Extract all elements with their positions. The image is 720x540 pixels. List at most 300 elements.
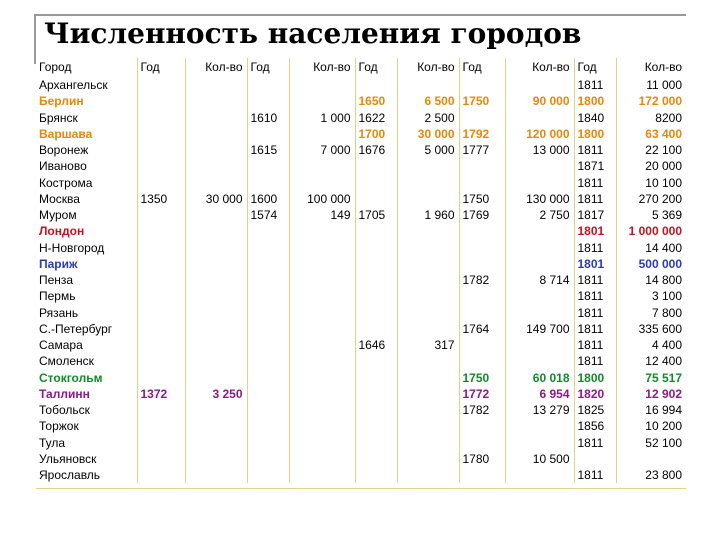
city-name: Стокгольм xyxy=(36,370,137,386)
year-cell: 1700 xyxy=(355,126,397,142)
count-cell: 10 500 xyxy=(505,451,574,467)
table-header-row xyxy=(36,58,686,77)
count-cell xyxy=(397,386,459,402)
count-cell: 90 000 xyxy=(505,93,574,109)
year-cell xyxy=(137,321,185,337)
year-cell xyxy=(137,110,185,126)
count-cell: 270 200 xyxy=(638,191,682,206)
year-cell: 1811 xyxy=(574,288,616,304)
count-cell: 75 517 xyxy=(645,370,682,385)
table-row xyxy=(36,418,686,434)
table-row xyxy=(36,321,686,337)
year-cell: 1811 xyxy=(574,191,616,207)
count-cell xyxy=(397,175,459,191)
year-cell xyxy=(137,418,185,434)
count-cell xyxy=(289,288,355,304)
year-cell xyxy=(247,288,289,304)
year-cell: 1801 xyxy=(574,223,616,239)
count-cell xyxy=(397,418,459,434)
year-cell: 1782 xyxy=(459,272,505,288)
count-cell xyxy=(185,435,247,451)
count-cell: 30 000 xyxy=(185,191,247,207)
year-cell xyxy=(355,435,397,451)
count-cell xyxy=(289,223,355,239)
city-name: Москва xyxy=(36,191,137,207)
year-cell xyxy=(137,337,185,353)
count-cell xyxy=(185,337,247,353)
city-name: Пенза xyxy=(36,272,137,288)
year-cell: 1650 xyxy=(355,93,397,109)
table-row xyxy=(36,402,686,418)
count-cell xyxy=(289,467,355,483)
count-cell xyxy=(289,77,355,93)
city-name: Архангельск xyxy=(36,77,137,93)
count-cell: 5 369 xyxy=(651,208,682,223)
count-cell xyxy=(289,386,355,402)
table-row xyxy=(36,207,686,223)
city-name: Рязань xyxy=(36,305,137,321)
count-cell xyxy=(185,223,247,239)
header-count: Кол-во xyxy=(397,58,459,77)
count-cell: 12 902 xyxy=(645,386,682,401)
count-cell: 23 800 xyxy=(645,468,682,483)
year-cell: 1800 xyxy=(574,370,616,386)
table-row xyxy=(36,126,686,142)
header-year: Год xyxy=(459,58,505,77)
year-cell xyxy=(137,158,185,174)
year-cell xyxy=(459,77,505,93)
count-cell: 149 700 xyxy=(505,321,574,337)
year-cell xyxy=(137,305,185,321)
city-name: Тобольск xyxy=(36,402,137,418)
count-cell: 63 400 xyxy=(645,126,682,141)
count-cell xyxy=(397,353,459,369)
year-cell: 1764 xyxy=(459,321,505,337)
count-cell: 172 000 xyxy=(638,94,682,109)
year-cell xyxy=(459,353,505,369)
year-cell: 1750 xyxy=(459,370,505,386)
city-name: Варшава xyxy=(36,126,137,142)
count-cell xyxy=(505,110,574,126)
table-row xyxy=(36,191,686,207)
header-year: Год xyxy=(355,58,397,77)
year-cell xyxy=(459,305,505,321)
year-cell xyxy=(137,353,185,369)
count-cell: 1 000 xyxy=(289,110,355,126)
count-cell: 100 000 xyxy=(289,191,355,207)
year-cell xyxy=(355,305,397,321)
count-cell xyxy=(397,288,459,304)
year-cell xyxy=(247,272,289,288)
year-cell: 1750 xyxy=(459,191,505,207)
count-cell: 11 000 xyxy=(646,78,682,93)
table-row xyxy=(36,305,686,321)
count-cell xyxy=(397,240,459,256)
count-cell xyxy=(289,256,355,272)
count-cell xyxy=(289,305,355,321)
year-cell xyxy=(355,288,397,304)
year-cell xyxy=(355,451,397,467)
year-cell xyxy=(137,272,185,288)
table-row xyxy=(36,93,686,109)
count-cell xyxy=(505,256,574,272)
year-cell xyxy=(247,435,289,451)
count-cell xyxy=(289,370,355,386)
count-cell xyxy=(505,418,574,434)
city-name: Ярославль xyxy=(36,467,137,483)
count-cell xyxy=(185,370,247,386)
count-cell: 3 100 xyxy=(651,289,682,304)
year-cell: 1792 xyxy=(459,126,505,142)
table-row xyxy=(36,467,686,483)
header-year: Год xyxy=(574,58,616,77)
year-cell xyxy=(247,175,289,191)
header-year: Год xyxy=(137,58,185,77)
count-cell: 335 600 xyxy=(638,321,682,336)
count-cell xyxy=(289,418,355,434)
year-cell: 1750 xyxy=(459,93,505,109)
year-cell: 1646 xyxy=(355,337,397,353)
year-cell: 1811 xyxy=(574,142,616,158)
year-cell xyxy=(459,110,505,126)
count-cell xyxy=(289,175,355,191)
year-cell xyxy=(137,223,185,239)
header-count: Кол-во xyxy=(185,58,247,77)
count-cell: 16 994 xyxy=(645,403,682,418)
count-cell xyxy=(185,110,247,126)
count-cell xyxy=(505,158,574,174)
year-cell xyxy=(355,223,397,239)
header-count: Кол-во xyxy=(644,60,682,74)
city-name: Смоленск xyxy=(36,353,137,369)
count-cell xyxy=(289,93,355,109)
table-row xyxy=(36,110,686,126)
year-cell xyxy=(137,126,185,142)
count-cell xyxy=(397,223,459,239)
header-count: Кол-во xyxy=(289,58,355,77)
header-count: Кол-во xyxy=(505,58,574,77)
count-cell xyxy=(185,158,247,174)
table-row xyxy=(36,435,686,451)
year-cell: 1800 xyxy=(574,93,616,109)
year-cell xyxy=(137,175,185,191)
year-cell xyxy=(355,321,397,337)
count-cell: 13 000 xyxy=(505,142,574,158)
table-row xyxy=(36,353,686,369)
count-cell xyxy=(397,402,459,418)
year-cell: 1811 xyxy=(574,467,616,483)
year-cell xyxy=(459,158,505,174)
decor-vertical-line xyxy=(34,14,36,64)
year-cell xyxy=(355,191,397,207)
year-cell xyxy=(247,240,289,256)
year-cell: 1811 xyxy=(574,321,616,337)
year-cell xyxy=(459,223,505,239)
year-cell xyxy=(137,370,185,386)
count-cell: 10 200 xyxy=(645,419,682,434)
count-cell: 60 018 xyxy=(505,370,574,386)
count-cell: 20 000 xyxy=(645,159,682,174)
year-cell xyxy=(459,418,505,434)
table-row xyxy=(36,158,686,174)
city-name: Ульяновск xyxy=(36,451,137,467)
city-name: С.-Петербург xyxy=(36,321,137,337)
year-cell xyxy=(459,337,505,353)
count-cell xyxy=(185,305,247,321)
table-row xyxy=(36,223,686,239)
city-name: Торжок xyxy=(36,418,137,434)
count-cell: 13 279 xyxy=(505,402,574,418)
count-cell: 4 400 xyxy=(651,338,682,353)
count-cell xyxy=(185,321,247,337)
table-row xyxy=(36,240,686,256)
year-cell: 1811 xyxy=(574,353,616,369)
year-cell: 1800 xyxy=(574,126,616,142)
count-cell: 5 000 xyxy=(397,142,459,158)
header-year: Год xyxy=(247,58,289,77)
count-cell: 12 400 xyxy=(645,354,682,369)
table-row xyxy=(36,386,686,402)
year-cell xyxy=(355,418,397,434)
count-cell: 1 000 000 xyxy=(628,224,682,239)
year-cell: 1811 xyxy=(574,77,616,93)
city-name: Н-Новгород xyxy=(36,240,137,256)
count-cell xyxy=(185,142,247,158)
year-cell: 1817 xyxy=(574,207,616,223)
city-name: Париж xyxy=(36,256,137,272)
year-cell xyxy=(247,337,289,353)
count-cell: 8 714 xyxy=(505,272,574,288)
table-row xyxy=(36,142,686,158)
year-cell xyxy=(247,223,289,239)
year-cell xyxy=(247,402,289,418)
year-cell xyxy=(247,305,289,321)
count-cell: 8200 xyxy=(655,110,682,125)
year-cell: 1820 xyxy=(574,386,616,402)
year-cell xyxy=(355,386,397,402)
count-cell: 10 100 xyxy=(645,175,682,190)
table-row xyxy=(36,288,686,304)
year-cell: 1871 xyxy=(574,158,616,174)
city-name: Берлин xyxy=(36,93,137,109)
count-cell xyxy=(397,305,459,321)
year-cell: 1825 xyxy=(574,402,616,418)
count-cell xyxy=(397,77,459,93)
count-cell: 6 954 xyxy=(505,386,574,402)
year-cell xyxy=(137,402,185,418)
year-cell xyxy=(247,467,289,483)
count-cell xyxy=(397,435,459,451)
count-cell: 3 250 xyxy=(185,386,247,402)
count-cell xyxy=(289,451,355,467)
year-cell: 1676 xyxy=(355,142,397,158)
count-cell xyxy=(185,77,247,93)
count-cell: 14 800 xyxy=(645,273,682,288)
count-cell xyxy=(289,435,355,451)
count-cell xyxy=(505,467,574,483)
table-row xyxy=(36,451,686,467)
count-cell xyxy=(185,126,247,142)
page-title: Численность населения городов xyxy=(44,17,582,50)
count-cell xyxy=(505,435,574,451)
count-cell xyxy=(505,337,574,353)
table-row xyxy=(36,175,686,191)
count-cell: 120 000 xyxy=(505,126,574,142)
count-cell xyxy=(185,353,247,369)
year-cell xyxy=(137,77,185,93)
year-cell: 1811 xyxy=(574,435,616,451)
year-cell xyxy=(459,288,505,304)
year-cell xyxy=(247,418,289,434)
year-cell xyxy=(459,240,505,256)
city-name: Брянск xyxy=(36,110,137,126)
city-name: Воронеж xyxy=(36,142,137,158)
count-cell xyxy=(505,288,574,304)
count-cell: 1 960 xyxy=(397,207,459,223)
year-cell xyxy=(247,451,289,467)
year-cell xyxy=(247,370,289,386)
table-row xyxy=(36,370,686,386)
count-cell xyxy=(185,418,247,434)
year-cell xyxy=(137,435,185,451)
year-cell: 1615 xyxy=(247,142,289,158)
year-cell: 1782 xyxy=(459,402,505,418)
count-cell xyxy=(289,240,355,256)
count-cell xyxy=(505,175,574,191)
table-row xyxy=(36,77,686,93)
year-cell xyxy=(355,353,397,369)
count-cell: 7 000 xyxy=(289,142,355,158)
year-cell xyxy=(459,435,505,451)
year-cell xyxy=(355,77,397,93)
year-cell xyxy=(247,158,289,174)
year-cell xyxy=(247,321,289,337)
count-cell xyxy=(289,353,355,369)
count-cell: 30 000 xyxy=(397,126,459,142)
year-cell: 1622 xyxy=(355,110,397,126)
count-cell: 149 xyxy=(289,207,355,223)
year-cell: 1705 xyxy=(355,207,397,223)
count-cell xyxy=(505,240,574,256)
year-cell: 1574 xyxy=(247,207,289,223)
count-cell xyxy=(397,256,459,272)
count-cell: 6 500 xyxy=(397,93,459,109)
year-cell xyxy=(355,467,397,483)
count-cell xyxy=(397,321,459,337)
year-cell xyxy=(137,240,185,256)
count-cell xyxy=(289,126,355,142)
year-cell: 1811 xyxy=(574,240,616,256)
year-cell xyxy=(459,256,505,272)
count-cell: 22 100 xyxy=(645,143,682,158)
year-cell xyxy=(574,451,616,467)
year-cell: 1811 xyxy=(574,305,616,321)
year-cell: 1777 xyxy=(459,142,505,158)
count-cell: 2 500 xyxy=(397,110,459,126)
count-cell xyxy=(505,305,574,321)
year-cell xyxy=(247,93,289,109)
count-cell xyxy=(185,467,247,483)
count-cell: 130 000 xyxy=(505,191,574,207)
year-cell xyxy=(137,288,185,304)
city-name: Иваново xyxy=(36,158,137,174)
year-cell xyxy=(137,142,185,158)
year-cell xyxy=(247,256,289,272)
count-cell xyxy=(505,353,574,369)
year-cell xyxy=(355,256,397,272)
year-cell: 1769 xyxy=(459,207,505,223)
table-row xyxy=(36,256,686,272)
count-cell xyxy=(397,451,459,467)
year-cell: 1811 xyxy=(574,337,616,353)
count-cell xyxy=(505,77,574,93)
count-cell xyxy=(289,402,355,418)
year-cell: 1780 xyxy=(459,451,505,467)
count-cell: 14 400 xyxy=(645,240,682,255)
year-cell: 1350 xyxy=(137,191,185,207)
year-cell xyxy=(247,386,289,402)
city-name: Пермь xyxy=(36,288,137,304)
count-cell xyxy=(185,175,247,191)
count-cell xyxy=(397,272,459,288)
count-cell xyxy=(397,370,459,386)
year-cell xyxy=(355,240,397,256)
header-city: Город xyxy=(36,58,137,77)
year-cell: 1811 xyxy=(574,175,616,191)
table-row xyxy=(36,272,686,288)
count-cell xyxy=(185,288,247,304)
count-cell xyxy=(289,272,355,288)
city-name: Муром xyxy=(36,207,137,223)
year-cell xyxy=(137,256,185,272)
year-cell xyxy=(137,93,185,109)
year-cell xyxy=(355,158,397,174)
count-cell xyxy=(185,240,247,256)
table-row xyxy=(36,337,686,353)
count-cell: 500 000 xyxy=(638,256,682,271)
count-cell xyxy=(185,272,247,288)
year-cell xyxy=(137,467,185,483)
city-name: Лондон xyxy=(36,223,137,239)
year-cell xyxy=(137,207,185,223)
count-cell: 52 100 xyxy=(645,435,682,450)
year-cell xyxy=(355,402,397,418)
count-cell xyxy=(397,158,459,174)
count-cell xyxy=(289,158,355,174)
count-cell xyxy=(289,337,355,353)
year-cell xyxy=(459,175,505,191)
city-name: Таллинн xyxy=(36,386,137,402)
count-cell xyxy=(505,223,574,239)
count-cell xyxy=(185,451,247,467)
city-name: Тула xyxy=(36,435,137,451)
year-cell: 1610 xyxy=(247,110,289,126)
count-cell xyxy=(397,191,459,207)
year-cell xyxy=(247,77,289,93)
year-cell xyxy=(247,353,289,369)
year-cell: 1856 xyxy=(574,418,616,434)
year-cell: 1801 xyxy=(574,256,616,272)
count-cell xyxy=(185,207,247,223)
year-cell xyxy=(355,272,397,288)
count-cell xyxy=(185,93,247,109)
year-cell xyxy=(137,451,185,467)
count-cell: 317 xyxy=(397,337,459,353)
year-cell: 1372 xyxy=(137,386,185,402)
count-cell xyxy=(397,467,459,483)
population-table xyxy=(36,58,686,483)
year-cell xyxy=(247,126,289,142)
